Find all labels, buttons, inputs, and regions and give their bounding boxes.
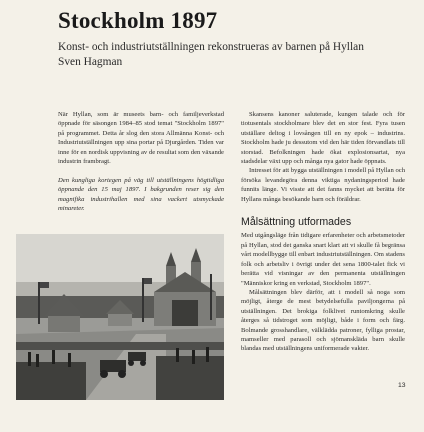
subtitle-line: Konst- och industriutställningen rekonstrueras av barnen på Hyllan [58, 41, 364, 53]
photograph-exhibition-hall-icon [16, 234, 224, 400]
body-paragraph: Målsättningen blev därför, att i modell så noga som möjligt, återge de mest betydelsefulla paviljongerna på utställningen. Det brokiga folklivet runtomkring skulle återges så tidstroget som möjligt, både i form och färg. Bolmande grosshandlare, välklädda patroner, fylliga prostar, mamseller med parasoll och sjömanskläda barn skulle blandas med utställningens uniformerade vakter. [241, 288, 405, 353]
exhibition-photograph [16, 234, 224, 400]
right-column [241, 110, 405, 354]
article-subtitle [58, 40, 398, 69]
article-title: Stockholm 1897 [58, 8, 218, 33]
body-paragraph: Med utgångsläge från tidigare erfarenheter och arbetsmetoder på Hyllan, stod det ganska snart klart att vi skulle få begränsa vårt modellbygge till enbart industriutställningen. Om stadens folk och arbetsliv i övrigt under det sena 1800-talet fick vi berätta vid visningar av den permanenta utställningen "Människor kring en verkstad, Stockholm 1897". [241, 232, 405, 287]
section-heading: Målsättning utformades [241, 216, 352, 229]
page-number: 13 [398, 382, 406, 389]
intro-paragraph: När Hyllan, som är museets barn- och familjeverkstad öppnade för säsongen 1984–85 stod temat "Stockholm 1897" på programmet. Detta år slog den stora Allmänna Konst- och Industriutställningen upp sina portar på Djurgården. Tiden var inne för en nordisk uppvisning av de resultat som den växande industrin frambragt. [58, 111, 224, 166]
body-paragraph: Skansens kanoner saluterade, kungen talade och för tiotusentals stockholmare blev det en stor fest. Fyra tusen utställare deltog i lovsången till en ny epok – industrins. Stockholm hade ju dessutom vid den här tiden förvandlats till storstad. Befolkningen hade ökat explosionsartat, nya stadsdelar växt upp och många nya gator hade öppnats. [241, 111, 405, 166]
body-paragraph: Intresset för att bygga utställningen i modell på Hyllan och försöka levandegöra denna viktiga nydaningsperiod hade funnits länge. Vi visste att det fanns mycket att berätta för Hyllans många besökande barn och föräldrar. [241, 167, 405, 203]
photo-caption: Den kungliga kortegen på väg till utställningens högtidliga öppnande den 15 maj 1897. I bakgrunden reser sig den magnifika industrihallen med sina vackert utsmyckade minareter. [58, 176, 224, 213]
left-column [58, 110, 224, 213]
author-line: Sven Hagman [58, 55, 123, 68]
